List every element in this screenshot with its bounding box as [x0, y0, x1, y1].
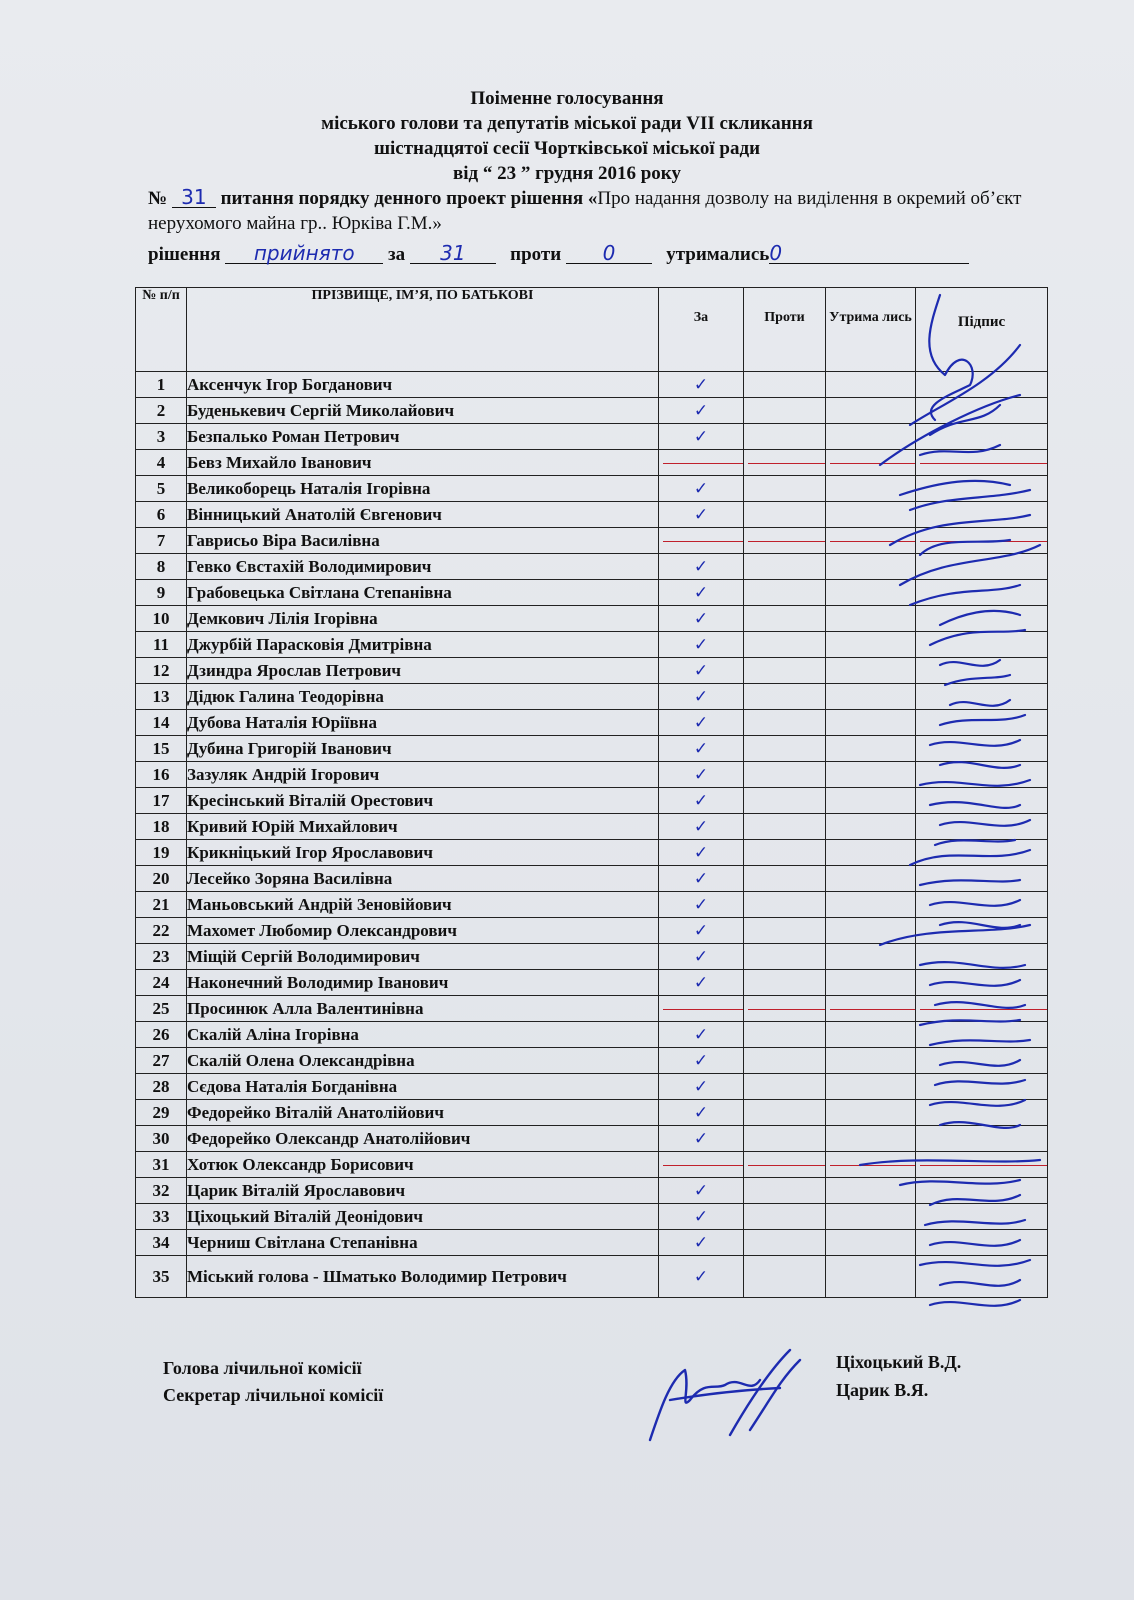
- vote-za-cell: ✓: [659, 1126, 744, 1152]
- vote-proty-cell: [744, 814, 826, 840]
- row-name: Крикніцький Ігор Ярославович: [187, 840, 659, 866]
- row-number: 12: [136, 658, 187, 684]
- row-name: Дубина Григорій Іванович: [187, 736, 659, 762]
- row-number: 17: [136, 788, 187, 814]
- vote-za-cell: ✓: [659, 710, 744, 736]
- row-name: Джурбій Парасковія Дмитрівна: [187, 632, 659, 658]
- vote-proty-cell: [744, 710, 826, 736]
- row-number: 15: [136, 736, 187, 762]
- row-name: Ціхоцький Віталій Деонідович: [187, 1204, 659, 1230]
- row-name: Буденькевич Сергій Миколайович: [187, 398, 659, 424]
- vote-proty-cell: [744, 528, 826, 554]
- row-number: 14: [136, 710, 187, 736]
- vote-za-cell: ✓: [659, 1022, 744, 1048]
- header-sig: Підпис: [916, 288, 1048, 372]
- za-value: 31: [410, 243, 496, 264]
- header-name: ПРІЗВИЩЕ, ІМ’Я, ПО БАТЬКОВІ: [187, 288, 659, 372]
- utrym-label: утримались: [666, 244, 770, 265]
- vote-za-cell: ✓: [659, 476, 744, 502]
- row-number: 22: [136, 918, 187, 944]
- header-session: шістнадцятої сесії Чортківської міської ради: [373, 138, 761, 159]
- row-number: 26: [136, 1022, 187, 1048]
- question-text: Про надання дозволу на виділення в окремий об’єкт нерухомого майна гр.. Юрківа Г.М.»: [148, 188, 1022, 234]
- row-number: 4: [136, 450, 187, 476]
- row-number: 29: [136, 1100, 187, 1126]
- header-za: За: [659, 288, 744, 372]
- vote-za-cell: ✓: [659, 840, 744, 866]
- row-number: 24: [136, 970, 187, 996]
- vote-za-cell: ✓: [659, 788, 744, 814]
- vote-proty-cell: [744, 1152, 826, 1178]
- vote-za-cell: ✓: [659, 866, 744, 892]
- row-name: Хотюк Олександр Борисович: [187, 1152, 659, 1178]
- vote-proty-cell: [744, 632, 826, 658]
- row-number: 3: [136, 424, 187, 450]
- vote-proty-cell: [744, 1256, 826, 1298]
- row-number: 9: [136, 580, 187, 606]
- vote-proty-cell: [744, 580, 826, 606]
- vote-proty-cell: [744, 398, 826, 424]
- vote-proty-cell: [744, 736, 826, 762]
- vote-proty-cell: [744, 866, 826, 892]
- row-number: 7: [136, 528, 187, 554]
- vote-za-cell: ✓: [659, 424, 744, 450]
- vote-za-cell: [659, 996, 744, 1022]
- row-name: Махомет Любомир Олександрович: [187, 918, 659, 944]
- vote-za-cell: ✓: [659, 1048, 744, 1074]
- row-name: Лесейко Зоряна Василівна: [187, 866, 659, 892]
- row-number: 13: [136, 684, 187, 710]
- row-name: Черниш Світлана Степанівна: [187, 1230, 659, 1256]
- row-name: Демкович Лілія Ігорівна: [187, 606, 659, 632]
- row-name: Дзиндра Ярослав Петрович: [187, 658, 659, 684]
- row-name: Бевз Михайло Іванович: [187, 450, 659, 476]
- vote-proty-cell: [744, 450, 826, 476]
- decision-line: [148, 243, 1048, 266]
- vote-za-cell: ✓: [659, 1074, 744, 1100]
- header-utrym: Утрима лись: [826, 288, 916, 372]
- vote-proty-cell: [744, 1204, 826, 1230]
- vote-za-cell: ✓: [659, 892, 744, 918]
- vote-proty-cell: [744, 944, 826, 970]
- vote-proty-cell: [744, 970, 826, 996]
- vote-proty-cell: [744, 918, 826, 944]
- row-number: 33: [136, 1204, 187, 1230]
- row-name: Дідюк Галина Теодорівна: [187, 684, 659, 710]
- vote-za-cell: ✓: [659, 658, 744, 684]
- vote-za-cell: ✓: [659, 1256, 744, 1298]
- row-number: 23: [136, 944, 187, 970]
- utrym-value: 0: [769, 243, 969, 264]
- secretary-name: Царик В.Я.: [836, 1380, 929, 1400]
- row-name: Міський голова - Шматько Володимир Петрович: [187, 1256, 659, 1298]
- row-name: Гевко Євстахій Володимирович: [187, 554, 659, 580]
- vote-proty-cell: [744, 1178, 826, 1204]
- row-number: 31: [136, 1152, 187, 1178]
- row-number: 30: [136, 1126, 187, 1152]
- za-label: за: [388, 244, 406, 265]
- vote-za-cell: ✓: [659, 970, 744, 996]
- vote-za-cell: ✓: [659, 632, 744, 658]
- vote-za-cell: ✓: [659, 580, 744, 606]
- row-name: Просинюк Алла Валентинівна: [187, 996, 659, 1022]
- vote-proty-cell: [744, 840, 826, 866]
- row-number: 27: [136, 1048, 187, 1074]
- row-name: Наконечний Володимир Іванович: [187, 970, 659, 996]
- vote-proty-cell: [744, 502, 826, 528]
- row-number: 11: [136, 632, 187, 658]
- row-name: Сєдова Наталія Богданівна: [187, 1074, 659, 1100]
- row-number: 10: [136, 606, 187, 632]
- row-name: Маньовський Андрій Зеновійович: [187, 892, 659, 918]
- vote-proty-cell: [744, 476, 826, 502]
- chair-name: Ціхоцький В.Д.: [836, 1352, 962, 1372]
- vote-proty-cell: [744, 1230, 826, 1256]
- question-bold-text: питання порядку денного проект рішення «: [220, 188, 598, 209]
- question-line: [148, 186, 1048, 236]
- signatures-scribble: [820, 285, 1060, 1365]
- row-number: 28: [136, 1074, 187, 1100]
- vote-proty-cell: [744, 424, 826, 450]
- row-name: Скалій Аліна Ігорівна: [187, 1022, 659, 1048]
- secretary-label: Секретар лічильної комісії: [163, 1385, 384, 1405]
- vote-proty-cell: [744, 892, 826, 918]
- vote-za-cell: ✓: [659, 1178, 744, 1204]
- vote-za-cell: ✓: [659, 1204, 744, 1230]
- header-date: від “ 23 ” грудня 2016 року: [453, 163, 681, 184]
- decision-value: прийнято: [225, 243, 383, 264]
- row-number: 1: [136, 372, 187, 398]
- row-name: Зазуляк Андрій Ігорович: [187, 762, 659, 788]
- vote-za-cell: ✓: [659, 1100, 744, 1126]
- vote-za-cell: ✓: [659, 684, 744, 710]
- row-name: Федорейко Олександр Анатолійович: [187, 1126, 659, 1152]
- header-num: № п/п: [136, 288, 187, 372]
- row-number: 5: [136, 476, 187, 502]
- vote-proty-cell: [744, 684, 826, 710]
- question-number: 31: [172, 187, 216, 208]
- vote-za-cell: ✓: [659, 814, 744, 840]
- vote-za-cell: ✓: [659, 762, 744, 788]
- vote-za-cell: ✓: [659, 918, 744, 944]
- header-proty: Проти: [744, 288, 826, 372]
- proty-value: 0: [566, 243, 652, 264]
- row-number: 8: [136, 554, 187, 580]
- row-name: Кривий Юрій Михайлович: [187, 814, 659, 840]
- chair-label: Голова лічильної комісії: [163, 1358, 362, 1378]
- vote-za-cell: [659, 450, 744, 476]
- proty-label: проти: [510, 244, 562, 265]
- vote-za-cell: ✓: [659, 736, 744, 762]
- row-name: Безпалько Роман Петрович: [187, 424, 659, 450]
- vote-za-cell: ✓: [659, 398, 744, 424]
- row-number: 18: [136, 814, 187, 840]
- vote-za-cell: ✓: [659, 502, 744, 528]
- row-number: 34: [136, 1230, 187, 1256]
- decision-label: рішення: [148, 244, 221, 265]
- vote-za-cell: [659, 1152, 744, 1178]
- row-number: 2: [136, 398, 187, 424]
- vote-proty-cell: [744, 1074, 826, 1100]
- vote-proty-cell: [744, 1126, 826, 1152]
- row-name: Міщій Сергій Володимирович: [187, 944, 659, 970]
- row-name: Великоборець Наталія Ігорівна: [187, 476, 659, 502]
- header-title: Поіменне голосування: [470, 88, 664, 109]
- row-number: 16: [136, 762, 187, 788]
- vote-za-cell: ✓: [659, 372, 744, 398]
- row-name: Федорейко Віталій Анатолійович: [187, 1100, 659, 1126]
- row-name: Кресінський Віталій Орестович: [187, 788, 659, 814]
- vote-proty-cell: [744, 372, 826, 398]
- question-prefix: №: [148, 188, 168, 209]
- row-number: 19: [136, 840, 187, 866]
- row-name: Гаврисьо Віра Василівна: [187, 528, 659, 554]
- row-name: Аксенчук Ігор Богданович: [187, 372, 659, 398]
- row-name: Царик Віталій Ярославович: [187, 1178, 659, 1204]
- vote-za-cell: ✓: [659, 1230, 744, 1256]
- vote-proty-cell: [744, 1048, 826, 1074]
- row-name: Скалій Олена Олександрівна: [187, 1048, 659, 1074]
- vote-proty-cell: [744, 658, 826, 684]
- document-header: [0, 86, 1134, 186]
- vote-za-cell: [659, 528, 744, 554]
- row-name: Дубова Наталія Юріївна: [187, 710, 659, 736]
- vote-proty-cell: [744, 788, 826, 814]
- vote-proty-cell: [744, 762, 826, 788]
- header-subtitle: міського голови та депутатів міської ради VII скликання: [321, 113, 813, 134]
- commission-signatures: [630, 1340, 830, 1450]
- vote-proty-cell: [744, 996, 826, 1022]
- vote-za-cell: ✓: [659, 554, 744, 580]
- vote-za-cell: ✓: [659, 606, 744, 632]
- row-number: 25: [136, 996, 187, 1022]
- vote-proty-cell: [744, 606, 826, 632]
- row-number: 20: [136, 866, 187, 892]
- row-number: 21: [136, 892, 187, 918]
- vote-proty-cell: [744, 1022, 826, 1048]
- row-number: 32: [136, 1178, 187, 1204]
- row-number: 35: [136, 1256, 187, 1298]
- row-name: Вінницький Анатолій Євгенович: [187, 502, 659, 528]
- vote-proty-cell: [744, 1100, 826, 1126]
- row-name: Грабовецька Світлана Степанівна: [187, 580, 659, 606]
- row-number: 6: [136, 502, 187, 528]
- vote-za-cell: ✓: [659, 944, 744, 970]
- vote-proty-cell: [744, 554, 826, 580]
